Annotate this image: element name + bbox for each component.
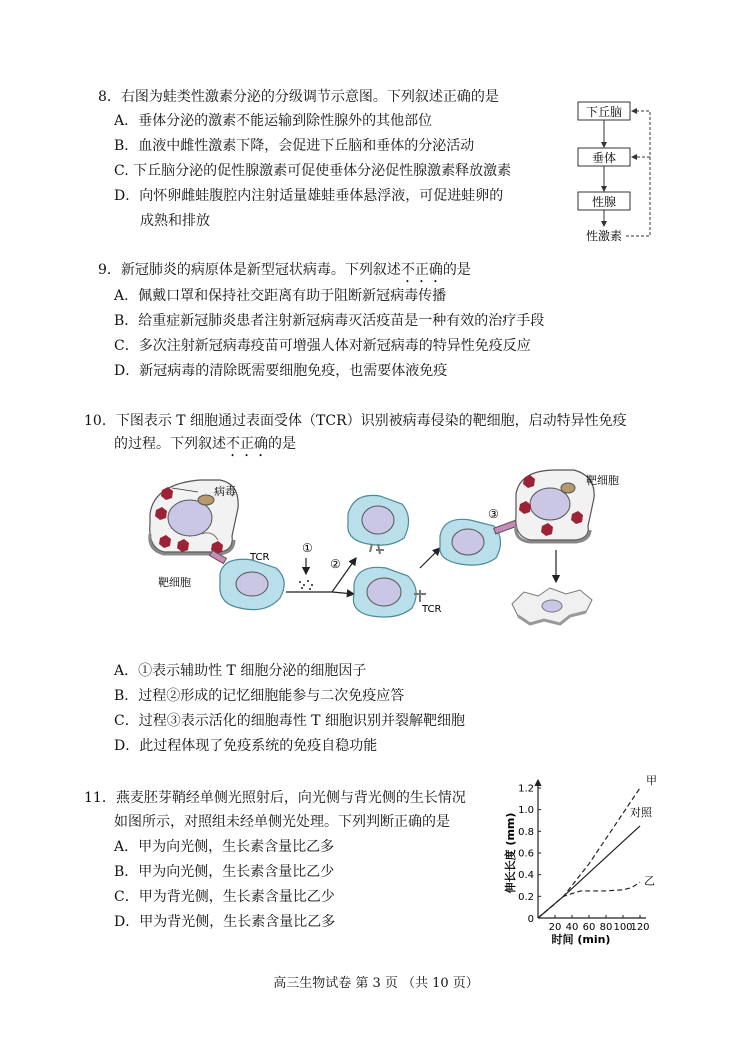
- cytotoxic-t-cell-binding: [440, 519, 518, 565]
- q10-stem-pre: 的过程。下列叙述: [114, 436, 226, 452]
- q9-stem-post: 的是: [442, 262, 471, 278]
- cytokine-dots: [299, 580, 313, 590]
- q10-tcell-figure: [140, 464, 620, 640]
- q10-option-d: D．此过程体现了免疫系统的免疫自稳功能: [114, 738, 378, 754]
- y-tick-label: 0.4: [518, 870, 534, 882]
- q11-stem-line2: 如图所示，对照组未经单侧光处理。下列判断正确的是: [114, 814, 450, 830]
- q11-option-d: D．甲为背光侧，生长素含量比乙多: [114, 914, 336, 930]
- q9-option-a: A．佩戴口罩和保持社交距离有助于阻断新冠病毒传播: [114, 288, 447, 304]
- cytotoxic-t-cell-middle: [353, 567, 426, 617]
- y-tick-label: 0.6: [518, 848, 534, 860]
- y-tick-label: 0.8: [518, 826, 534, 838]
- q11-option-c: C．甲为背光侧，生长素含量比乙少: [114, 889, 335, 905]
- x-tick-label: 100: [613, 922, 633, 933]
- series-label: 甲: [646, 774, 657, 787]
- x-tick-label: 60: [582, 922, 596, 933]
- step-3-marker: ③: [488, 507, 499, 521]
- x-tick-label: 80: [599, 922, 613, 933]
- y-tick-label: 1.2: [518, 783, 534, 795]
- y-tick-label: 0.2: [518, 891, 534, 903]
- q8-option-d-cont: 成熟和排放: [140, 213, 210, 229]
- series-line-甲: [538, 788, 640, 918]
- q9-stem: [98, 259, 471, 286]
- target-cell-right: [516, 470, 594, 542]
- q8-option-b: B．血液中雌性激素下降，会促进下丘脑和垂体的分泌活动: [114, 138, 475, 154]
- step-2-marker: ②: [330, 557, 341, 571]
- memory-t-cell: [348, 495, 409, 554]
- q10-stem-line1: 10．下图表示 T 细胞通过表面受体（TCR）识别被病毒侵染的靶细胞，启动特异性免疫: [84, 413, 627, 429]
- label-gonad: 性腺: [591, 195, 617, 209]
- chart-axes: [538, 780, 646, 918]
- step-1-marker: ①: [302, 541, 313, 555]
- chart-y-axis-label: 伸长长度 (mm): [504, 812, 517, 894]
- q9-stem-emphasis: 不正确: [400, 262, 443, 278]
- chart-series: [538, 774, 657, 918]
- q10-stem-post: 的是: [268, 436, 296, 452]
- target-cell-left-label: 靶细胞: [158, 576, 191, 589]
- q8-regulation-diagram: [566, 92, 666, 250]
- q9-option-c: C．多次注射新冠病毒疫苗可增强人体对新冠病毒的特异性免疫反应: [114, 338, 531, 354]
- y-tick-label: 1.0: [518, 805, 534, 817]
- q10-stem-emphasis: 不正确: [226, 436, 268, 452]
- virus-label: 病毒: [214, 485, 236, 498]
- tcr-label-right: TCR: [422, 604, 442, 615]
- series-label: 对照: [630, 805, 652, 819]
- label-pituitary: 垂体: [591, 151, 617, 165]
- q10-option-c: C．过程③表示活化的细胞毒性 T 细胞识别并裂解靶细胞: [114, 713, 465, 729]
- q10-option-b: B．过程②形成的记忆细胞能参与二次免疫应答: [114, 688, 405, 704]
- q8-option-c: C. 下丘脑分泌的促性腺激素可促使垂体分泌促性腺激素释放激素: [114, 163, 512, 179]
- q9-option-b: B．给重症新冠肺炎患者注射新冠病毒灭活疫苗是一种有效的治疗手段: [114, 313, 545, 329]
- q11-option-b: B．甲为向光侧，生长素含量比乙少: [114, 864, 335, 880]
- series-line-对照: [538, 826, 640, 918]
- t-cell-left: [210, 550, 285, 609]
- target-cell-right-label: 靶细胞: [586, 474, 619, 487]
- q8-option-d: D．向怀卵雌蛙腹腔内注射适量雄蛙垂体悬浮液，可促进蛙卵的: [114, 188, 504, 204]
- q9-stem-pre: 9．新冠肺炎的病原体是新型冠状病毒。下列叙述: [98, 262, 401, 278]
- q11-stem-line1: 11．燕麦胚芽鞘经单侧光照射后，向光侧与背光侧的生长情况: [84, 790, 466, 806]
- q8-option-a: A．垂体分泌的激素不能运输到除性腺外的其他部位: [114, 113, 433, 129]
- chart-x-axis-label: 时间 (min): [551, 933, 611, 946]
- label-sex-hormone: 性激素: [585, 229, 623, 243]
- series-label: 乙: [644, 874, 655, 888]
- q11-option-a: A．甲为向光侧，生长素含量比乙多: [114, 839, 335, 855]
- q8-stem: 8．右图为蛙类性激素分泌的分级调节示意图。下列叙述正确的是: [98, 89, 499, 105]
- lysed-target-cell: [512, 588, 592, 624]
- q10-stem-line2: [114, 433, 296, 460]
- q9-option-d: D．新冠病毒的清除既需要细胞免疫，也需要体液免疫: [114, 363, 448, 379]
- page-footer: 高三生物试卷 第 3 页 （共 10 页）: [273, 976, 479, 991]
- growth-line-chart: [500, 772, 670, 948]
- q10-option-a: A．①表示辅助性 T 细胞分泌的细胞因子: [114, 663, 367, 679]
- x-tick-label: 20: [548, 922, 562, 933]
- x-tick-label: 40: [565, 922, 579, 933]
- label-hypothalamus: 下丘脑: [585, 105, 623, 119]
- x-tick-label: 120: [630, 922, 650, 933]
- tcr-label-left: TCR: [250, 552, 270, 563]
- origin-label: 0: [527, 914, 534, 925]
- series-line-乙: [538, 882, 640, 918]
